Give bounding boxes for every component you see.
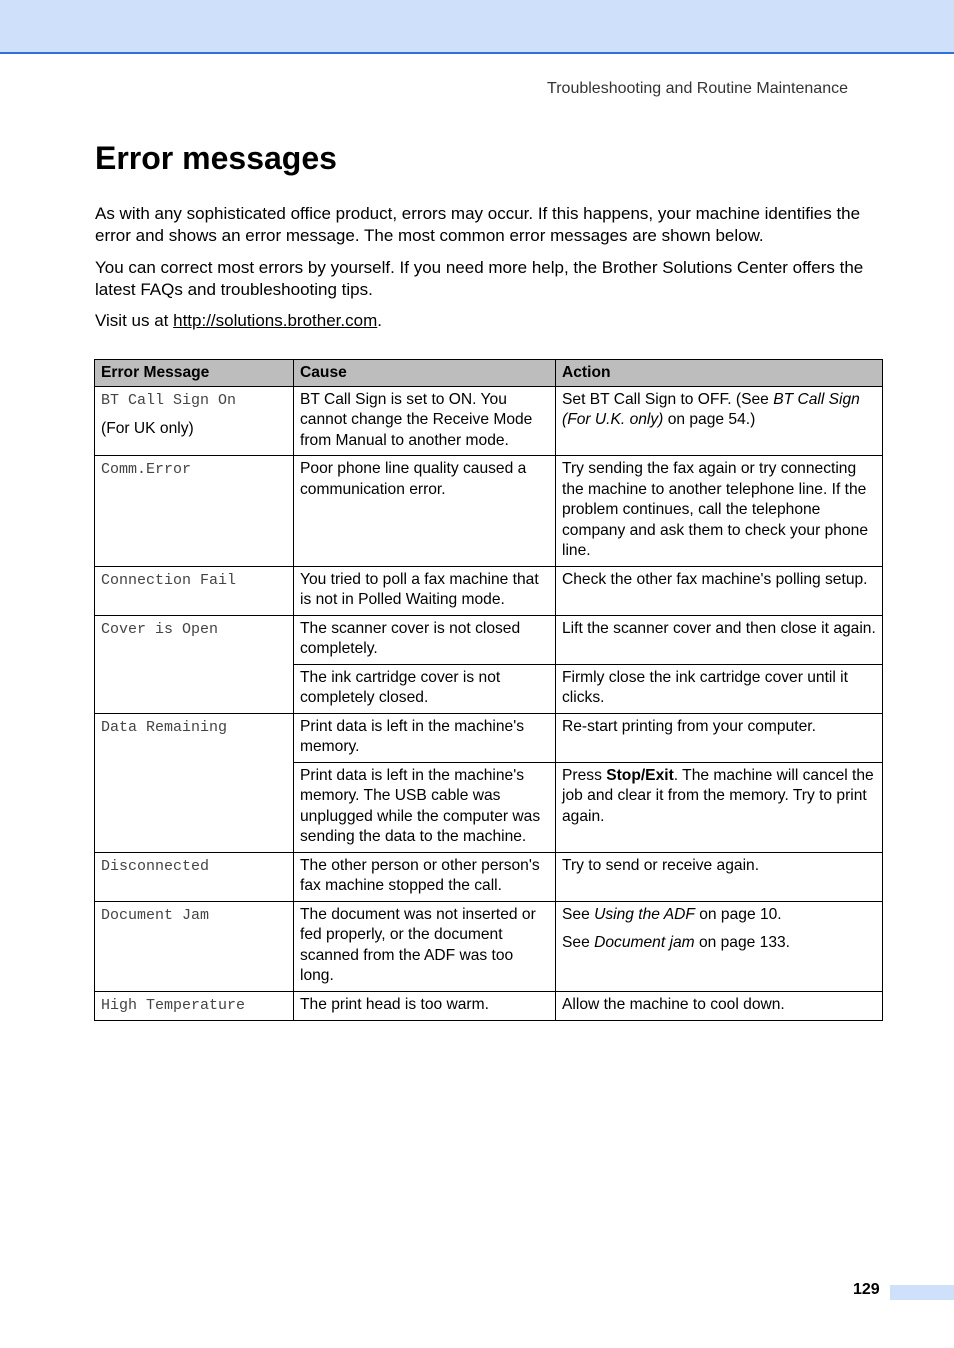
visit-prefix: Visit us at xyxy=(95,311,174,330)
cause-cell: The scanner cover is not closed completely. xyxy=(294,615,556,664)
error-message-code: Document Jam xyxy=(101,906,210,924)
action-cell: Firmly close the ink cartridge cover until it clicks. xyxy=(556,664,883,713)
message-cell xyxy=(95,615,294,713)
action-cell: Re-start printing from your computer. xyxy=(556,713,883,762)
error-messages-table xyxy=(94,359,883,1021)
action-cell: Press Stop/Exit. The machine will cancel the job and clear it from the memory. Try to print again. xyxy=(556,762,883,852)
action-cell: Try to send or receive again. xyxy=(556,852,883,901)
solutions-link[interactable]: http://solutions.brother.com xyxy=(173,311,378,330)
header-band xyxy=(0,0,954,54)
message-cell xyxy=(95,566,294,615)
table-row xyxy=(95,615,883,664)
cross-reference: BT Call Sign (For U.K. only) xyxy=(562,390,860,428)
table-row xyxy=(95,852,883,901)
message-cell xyxy=(95,386,294,456)
cause-cell: Poor phone line quality caused a communication error. xyxy=(294,456,556,567)
error-message-code: BT Call Sign On xyxy=(101,391,237,409)
page-tab-marker xyxy=(890,1285,954,1300)
error-message-code: Cover is Open xyxy=(101,620,219,638)
visit-line xyxy=(95,310,885,332)
page-number: 129 xyxy=(853,1281,880,1298)
message-cell xyxy=(95,713,294,852)
header-action: Action xyxy=(556,360,883,387)
action-cell: Try sending the fax again or try connecting the machine to another telephone line. If the problem continues, call the telephone company and ask them to check your phone line. xyxy=(556,456,883,567)
header-cause: Cause xyxy=(294,360,556,387)
cause-cell: Print data is left in the machine's memory. The USB cable was unplugged while the computer was sending the data to the machine. xyxy=(294,762,556,852)
table-row xyxy=(95,566,883,615)
action-cell: Check the other fax machine's polling setup. xyxy=(556,566,883,615)
cause-cell: The ink cartridge cover is not completely closed. xyxy=(294,664,556,713)
action-cell: Set BT Call Sign to OFF. (See BT Call Sign (For U.K. only) on page 54.) xyxy=(556,386,883,456)
error-message-code: Connection Fail xyxy=(101,571,237,589)
cause-cell: You tried to poll a fax machine that is not in Polled Waiting mode. xyxy=(294,566,556,615)
error-message-code: Comm.Error xyxy=(101,461,192,478)
table-row xyxy=(95,901,883,991)
table-row xyxy=(95,386,883,456)
cause-cell: Print data is left in the machine's memory. xyxy=(294,713,556,762)
message-cell xyxy=(95,456,294,567)
cause-cell: BT Call Sign is set to ON. You cannot change the Receive Mode from Manual to another mode. xyxy=(294,386,556,456)
message-cell xyxy=(95,901,294,991)
page-title: Error messages xyxy=(95,140,337,176)
action-cell: Lift the scanner cover and then close it again. xyxy=(556,615,883,664)
error-message-code: Data Remaining xyxy=(101,718,228,736)
action-cell: Allow the machine to cool down. xyxy=(556,991,883,1021)
key-name: Stop/Exit xyxy=(606,766,674,784)
action-cell: See Using the ADF on page 10. See Document jam on page 133. xyxy=(556,901,883,991)
message-cell xyxy=(95,991,294,1021)
table-row xyxy=(95,456,883,567)
cause-cell: The document was not inserted or fed properly, or the document scanned from the ADF was too long. xyxy=(294,901,556,991)
running-head: Troubleshooting and Routine Maintenance xyxy=(547,80,848,97)
message-note: (For UK only) xyxy=(101,420,194,437)
table-row xyxy=(95,991,883,1021)
table-header-row xyxy=(95,360,883,387)
cross-reference: Using the ADF xyxy=(594,905,695,923)
intro-paragraph-1: As with any sophisticated office product, errors may occur. If this happens, your machine identifies the error and shows an error message. The most common error messages are shown below. xyxy=(95,204,861,245)
cause-cell: The print head is too warm. xyxy=(294,991,556,1021)
intro-paragraph-2: You can correct most errors by yourself. If you need more help, the Brother Solutions Center offers the latest FAQs and troubleshooting tips. xyxy=(95,258,864,299)
error-message-code: Disconnected xyxy=(101,857,210,875)
cross-reference: Document jam xyxy=(594,934,695,951)
visit-suffix: . xyxy=(377,311,382,330)
header-error-message: Error Message xyxy=(95,360,294,387)
message-cell xyxy=(95,852,294,901)
error-message-code: High Temperature xyxy=(101,996,246,1014)
cause-cell: The other person or other person's fax machine stopped the call. xyxy=(294,852,556,901)
table-row xyxy=(95,713,883,762)
